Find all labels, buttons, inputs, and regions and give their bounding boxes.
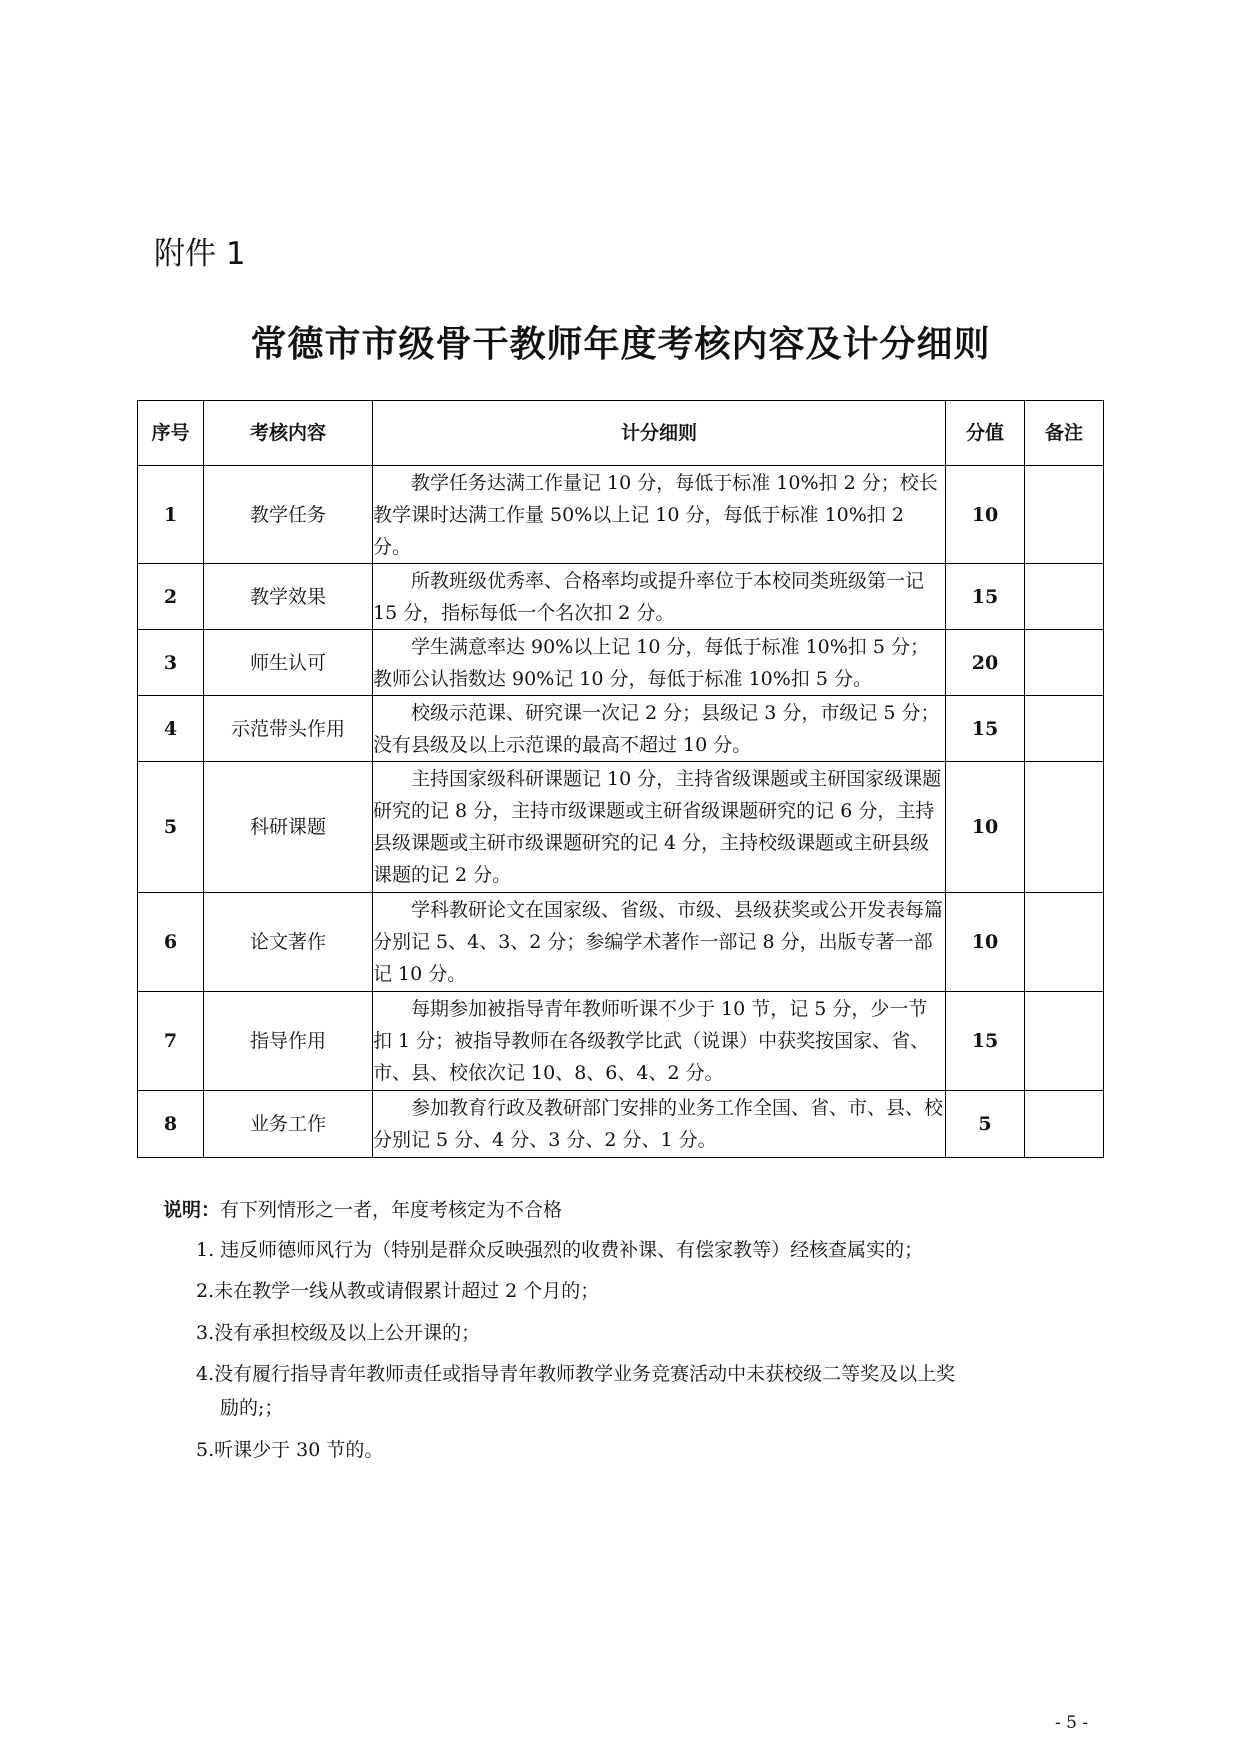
row-seq: 7 [138,992,204,1091]
table-row [138,893,1104,992]
row-rule: 主持国家级科研课题记 10 分，主持省级课题或主研国家级课题研究的记 8 分，主持市级课题或主研省级课题研究的记 6 分，主持县级课题或主研市级课题研究的记 4 分，主持校级课题或主研县级课题的记 2 分。 [373,762,946,893]
note-item: 5.听课少于 30 节的。 [196,1439,384,1461]
table-row [138,696,1104,762]
page-number: - 5 - [1055,1713,1089,1733]
header-item: 考核内容 [204,401,373,466]
header-note: 备注 [1025,401,1104,466]
row-points: 10 [946,762,1025,893]
table-row [138,466,1104,564]
row-points: 5 [946,1091,1025,1158]
row-seq: 4 [138,696,204,762]
notes-intro-line [163,1195,562,1222]
note-item-continuation: 励的;； [220,1397,284,1419]
row-item: 教学效果 [204,564,373,630]
row-note [1025,1091,1104,1158]
header-points: 分值 [946,401,1025,466]
note-item: 4.没有履行指导青年教师责任或指导青年教师教学业务竞赛活动中未获校级二等奖及以上奖 [196,1363,956,1385]
table-row [138,630,1104,696]
row-points: 15 [946,696,1025,762]
note-item: 1. 违反师德师风行为（特别是群众反映强烈的收费补课、有偿家教等）经核查属实的； [196,1239,924,1261]
note-item: 3.没有承担校级及以上公开课的； [196,1322,481,1344]
header-rule: 计分细则 [373,401,946,466]
row-seq: 6 [138,893,204,992]
row-item: 教学任务 [204,466,373,564]
row-note [1025,696,1104,762]
row-points: 15 [946,564,1025,630]
row-item: 论文著作 [204,893,373,992]
row-points: 15 [946,992,1025,1091]
header-seq: 序号 [138,401,204,466]
row-seq: 3 [138,630,204,696]
row-rule: 教学任务达满工作量记 10 分，每低于标准 10%扣 2 分；校长教学课时达满工作量 50%以上记 10 分，每低于标准 10%扣 2 分。 [373,466,946,564]
table-row [138,762,1104,893]
row-item: 示范带头作用 [204,696,373,762]
row-points: 20 [946,630,1025,696]
note-item: 2.未在教学一线从教或请假累计超过 2 个月的； [196,1280,600,1302]
row-seq: 8 [138,1091,204,1158]
row-points: 10 [946,466,1025,564]
row-item: 指导作用 [204,992,373,1091]
row-seq: 2 [138,564,204,630]
row-item: 师生认可 [204,630,373,696]
table-row [138,1091,1104,1158]
row-rule: 参加教育行政及教研部门安排的业务工作全国、省、市、县、校分别记 5 分、4 分、3 分、2 分、1 分。 [373,1091,946,1158]
table-header-row [138,401,1104,466]
scoring-table [137,400,1104,1158]
notes-intro: 有下列情形之一者，年度考核定为不合格 [220,1199,563,1221]
row-note [1025,893,1104,992]
table-row [138,564,1104,630]
row-note [1025,466,1104,564]
row-note [1025,762,1104,893]
attachment-label: 附件 1 [154,236,246,272]
table-row [138,992,1104,1091]
row-seq: 1 [138,466,204,564]
row-rule: 所教班级优秀率、合格率均或提升率位于本校同类班级第一记 15 分，指标每低一个名次扣 2 分。 [373,564,946,630]
row-rule: 学科教研论文在国家级、省级、市级、县级获奖或公开发表每篇分别记 5、4、3、2 分；参编学术著作一部记 8 分，出版专著一部记 10 分。 [373,893,946,992]
row-seq: 5 [138,762,204,893]
row-rule: 学生满意率达 90%以上记 10 分，每低于标准 10%扣 5 分；教师公认指数达 90%记 10 分，每低于标准 10%扣 5 分。 [373,630,946,696]
document-title: 常德市市级骨干教师年度考核内容及计分细则 [250,324,991,365]
row-rule: 每期参加被指导青年教师听课不少于 10 节，记 5 分，少一节扣 1 分；被指导教师在各级教学比武（说课）中获奖按国家、省、市、县、校依次记 10、8、6、4、2 分。 [373,992,946,1091]
row-note [1025,630,1104,696]
notes-heading: 说明： [163,1199,221,1221]
row-item: 科研课题 [204,762,373,893]
row-points: 10 [946,893,1025,992]
row-rule: 校级示范课、研究课一次记 2 分；县级记 3 分，市级记 5 分；没有县级及以上示范课的最高不超过 10 分。 [373,696,946,762]
row-note [1025,992,1104,1091]
row-note [1025,564,1104,630]
row-item: 业务工作 [204,1091,373,1158]
